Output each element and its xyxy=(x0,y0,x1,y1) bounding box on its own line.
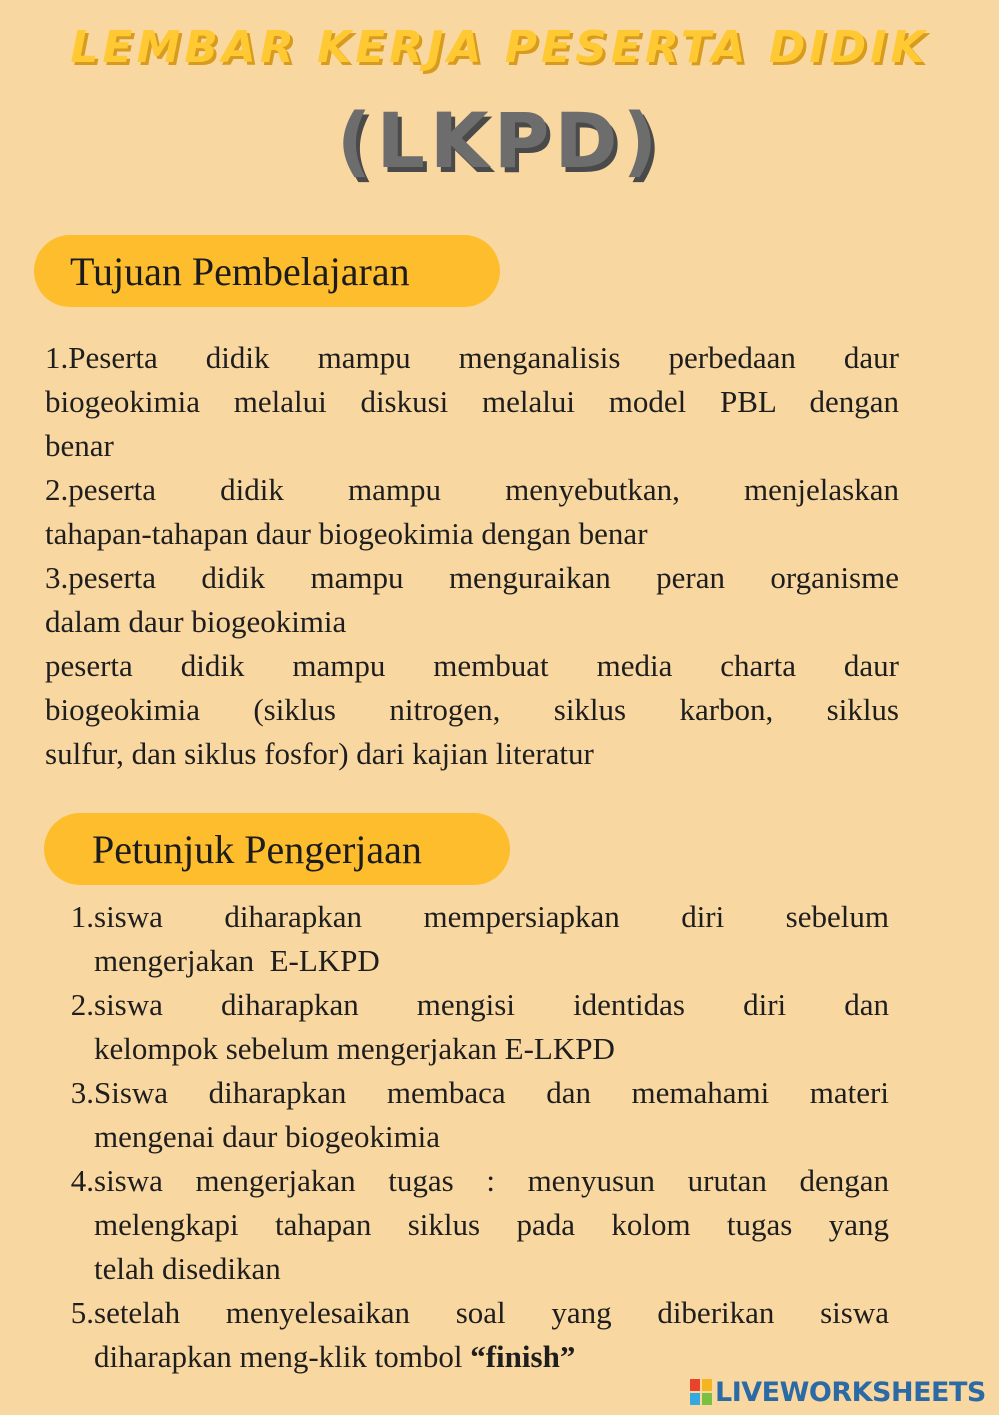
liveworksheets-logo xyxy=(690,1375,986,1409)
objective-line: sulfur, dan siklus fosfor) dari kajian literatur xyxy=(45,736,594,771)
objective-line: 2.peserta didik mampu menyebutkan, menjelaskan xyxy=(45,472,899,507)
objective-line: dalam daur biogeokimia xyxy=(45,604,347,639)
instructions-list xyxy=(60,895,889,1379)
instruction-line: telah disedikan xyxy=(94,1251,281,1286)
instruction-number: 4. xyxy=(70,1163,94,1198)
objective-line: 1.Peserta didik mampu menganalisis perbedaan daur xyxy=(45,340,899,375)
objectives-heading: Tujuan Pembelajaran xyxy=(34,235,500,307)
worksheet-title: LEMBAR KERJA PESERTA DIDIK xyxy=(70,22,929,73)
objective-line: biogeokimia (siklus nitrogen, siklus karbon, siklus xyxy=(45,692,899,727)
instruction-item xyxy=(60,1071,889,1159)
liveworksheets-brand-text: LIVEWORKSHEETS xyxy=(715,1376,986,1408)
instructions-heading: Petunjuk Pengerjaan xyxy=(44,813,510,885)
instruction-line: Siswa diharapkan membaca dan memahami materi xyxy=(94,1075,889,1110)
objective-line: benar xyxy=(45,428,114,463)
instruction-item xyxy=(60,895,889,983)
instruction-line: melengkapi tahapan siklus pada kolom tugas yang xyxy=(94,1207,889,1242)
instruction-number: 5. xyxy=(70,1295,94,1330)
instruction-item xyxy=(60,1291,889,1379)
instruction-item xyxy=(60,1159,889,1291)
worksheet-subtitle: (LKPD) xyxy=(336,96,663,185)
instruction-number: 2. xyxy=(70,987,94,1022)
instruction-item xyxy=(60,983,889,1071)
instruction-line: kelompok sebelum mengerjakan E-LKPD xyxy=(94,1031,615,1066)
instruction-line: mengenai daur biogeokimia xyxy=(94,1119,441,1154)
objective-line: peserta didik mampu membuat media charta daur xyxy=(45,648,899,683)
instruction-line: siswa mengerjakan tugas : menyusun urutan dengan xyxy=(94,1163,889,1198)
finish-keyword: “finish” xyxy=(470,1339,576,1374)
objectives-text xyxy=(45,336,899,776)
instruction-line: siswa diharapkan mempersiapkan diri sebelum xyxy=(94,899,889,934)
instruction-line: setelah menyelesaikan soal yang diberikan siswa xyxy=(94,1295,889,1330)
instruction-line-text: diharapkan meng-klik tombol xyxy=(94,1339,471,1374)
objective-line: biogeokimia melalui diskusi melalui model PBL dengan xyxy=(45,384,899,419)
liveworksheets-icon xyxy=(690,1379,712,1405)
instruction-line: siswa diharapkan mengisi identidas diri dan xyxy=(94,987,889,1022)
instruction-number: 1. xyxy=(70,899,94,934)
objective-line: tahapan-tahapan daur biogeokimia dengan benar xyxy=(45,516,648,551)
instruction-line: mengerjakan E-LKPD xyxy=(94,943,380,978)
objective-line: 3.peserta didik mampu menguraikan peran organisme xyxy=(45,560,899,595)
instruction-line-with-finish xyxy=(94,1335,889,1379)
instruction-number: 3. xyxy=(70,1075,94,1110)
